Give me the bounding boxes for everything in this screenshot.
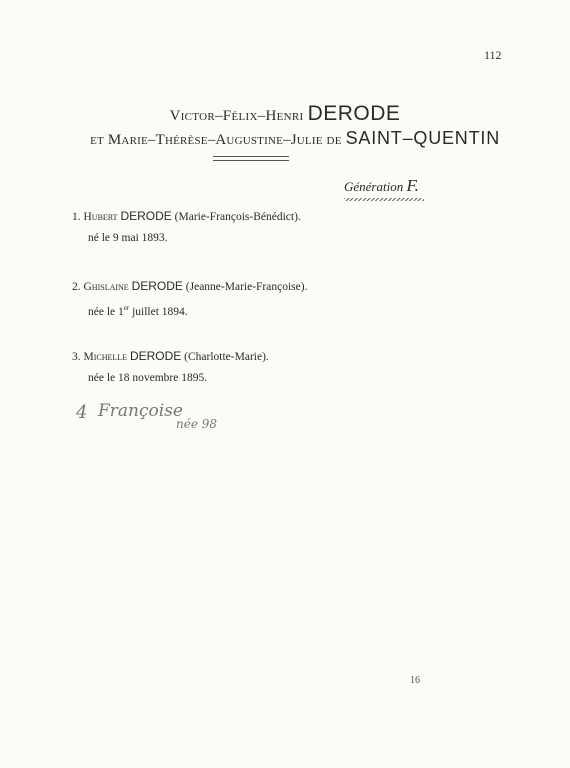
entry-full-names: (Jeanne-Marie-Françoise).: [185, 281, 308, 293]
footer-number: 16: [410, 675, 420, 686]
child-entry-2: [72, 276, 307, 323]
title-spouse-names: et Marie–Thérèse–Augustine–Julie de: [90, 132, 342, 148]
entry-surname: DERODE: [129, 349, 182, 363]
entry-surname: DERODE: [120, 209, 172, 223]
entry-surname: DERODE: [131, 279, 183, 293]
title-line-2: [0, 128, 500, 149]
entry-first-name: Ghislaine: [83, 281, 129, 293]
entry-birth-suffix: juillet 1894.: [129, 305, 188, 318]
title-double-rule: [213, 156, 289, 161]
child-entry-3: [72, 346, 269, 389]
title-given-names: Victor–Félix–Henri: [169, 108, 304, 124]
child-entry-1: [72, 206, 301, 249]
entry-first-name: Hubert: [83, 211, 118, 223]
entry-full-names: (Marie-François-Bénédict).: [174, 211, 301, 223]
entry-birth-sup: er: [123, 304, 130, 312]
entry-birth: [72, 298, 307, 323]
entry-number: 2.: [72, 281, 81, 293]
entry-number: 3.: [72, 351, 81, 363]
generation-heading: [344, 176, 419, 196]
generation-label: Génération: [344, 179, 404, 194]
title-line-1: [0, 102, 570, 126]
entry-number: 1.: [72, 211, 81, 223]
page-number: 112: [484, 48, 502, 62]
handwritten-note: [76, 396, 236, 436]
generation-letter: F.: [406, 176, 419, 195]
entry-birth-prefix: née le 1: [88, 305, 124, 318]
handwritten-name: Françoise: [98, 401, 183, 421]
entry-birth: née le 18 novembre 1895.: [88, 372, 208, 384]
entry-full-names: (Charlotte-Marie).: [184, 351, 269, 363]
handwritten-birth-note: née 98: [176, 417, 218, 431]
title-surname: DERODE: [307, 102, 401, 125]
generation-underline: [344, 198, 424, 201]
entry-first-name: Michelle: [83, 351, 128, 363]
title-spouse-surname: SAINT–QUENTIN: [345, 128, 500, 148]
handwritten-number: 4: [76, 402, 88, 423]
entry-birth: né le 9 mai 1893.: [88, 232, 168, 244]
